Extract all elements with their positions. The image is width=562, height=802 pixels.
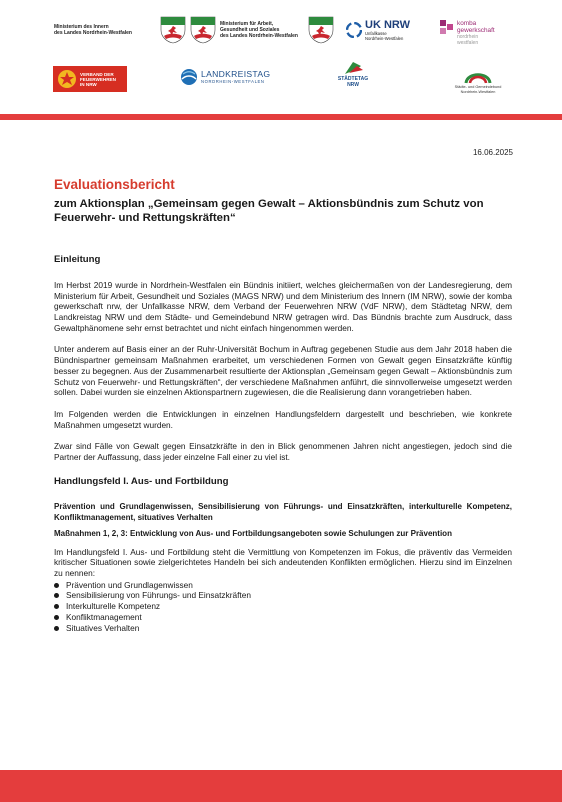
- logo-verband-feuerwehren: [53, 66, 127, 92]
- bullet-list: [54, 580, 512, 634]
- feuerwehr-emblem-icon: [57, 69, 77, 89]
- logo-ministerium-innern-text: Ministerium des Innern des Landes Nordrhein-Westfalen: [54, 24, 132, 36]
- list-item: [54, 601, 512, 612]
- document-subtitle: zum Aktionsplan „Gemeinsam gegen Gewalt – Aktionsbündnis zum Schutz von Feuerwehr- und Rettungskräften“: [54, 198, 484, 224]
- uk-nrw-wordmark: UK NRW: [365, 18, 411, 31]
- komba-subtext: nordrhein westfalen: [457, 34, 479, 46]
- bullet-icon: [54, 593, 59, 598]
- logo-ministerium-arbeit-text: Ministerium für Arbeit, Gesundheit und Soziales des Landes Nordrhein-Westfalen: [220, 21, 298, 39]
- gemeindebund-text: Städte- und Gemeindebund Nordrhein-Westfalen: [454, 85, 502, 94]
- paragraph: Im Herbst 2019 wurde in Nordrhein-Westfalen ein Bündnis initiiert, welches gleichermaßen von der Landesregierung, dem Ministerium für Arbeit, Gesundheit und Soziales (MAGS NRW) und dem Ministerium des Innern (IM NRW), sowie der komba gewerkschaft nrw, der Unfallkasse NRW, dem Verband der Feuerwehren NRW (VdF NRW), dem Städtetag NRW, dem Landkreistag NRW und dem Städte- und Gemeindebund NRW getragen wird. Das Bündnis brachte zum Ausdruck, dass Gewaltphänomene sehr ernst betrachtet und nicht einfach hingenommen werden.: [54, 279, 512, 333]
- nrw-crest-icon: [308, 16, 334, 44]
- list-item-text: Situatives Verhalten: [66, 622, 140, 633]
- document-date: 16.06.2025: [472, 148, 513, 157]
- bullet-icon: [54, 604, 59, 609]
- list-item: [54, 580, 512, 591]
- section-heading-einleitung: Einleitung: [54, 254, 101, 265]
- subheading-topics: Prävention und Grundlagenwissen, Sensibilisierung von Führungs- und Einsatzkräften, interkulturelle Kompetenz, Konfliktmanagement, situatives Verhalten: [54, 502, 512, 523]
- bullet-icon: [54, 615, 59, 620]
- logo-staedte-gemeindebund: [438, 66, 518, 94]
- paragraph: Im Handlungsfeld I. Aus- und Fortbildung steht die Vermittlung von Kompetenzen im Fokus, die präventiv das Vermeiden kritischer Situationen sowie zielgerichtetes Handeln bei sich andeutenden Konflikten ermöglichen. Hierzu sind im Einzelnen zu nennen:: [54, 546, 512, 579]
- landkreistag-subtext: NORDRHEIN-WESTFALEN: [201, 79, 265, 84]
- list-item-text: Prävention und Grundlagenwissen: [66, 579, 193, 590]
- staedtetag-flag-icon: [341, 60, 365, 76]
- uk-nrw-swirl-icon: [346, 22, 362, 38]
- document-body: [54, 255, 512, 634]
- list-item-text: Sensibilisierung von Führungs- und Einsatzkräften: [66, 590, 251, 601]
- staedtetag-wordmark: STÄDTETAG NRW: [337, 76, 369, 88]
- uk-nrw-subtext: Unfallkasse Nordrhein-Westfalen: [365, 30, 404, 41]
- bottom-red-rule: [0, 770, 562, 802]
- komba-wordmark: komba gewerkschaft: [457, 20, 495, 34]
- logo-uk-nrw: [308, 16, 428, 44]
- gemeindebund-arc-icon: [464, 66, 492, 84]
- paragraph: Im Folgenden werden die Entwicklungen in einzelnen Handlungsfeldern dargestellt und beschrieben, wie konkrete Maßnahmen umgesetzt wurden.: [54, 408, 512, 430]
- landkreistag-wordmark: LANDKREISTAG: [201, 69, 271, 79]
- paragraph: Unter anderem auf Basis einer an der Ruhr-Universität Bochum in Auftrag gegebenen Studie aus dem Jahr 2018 haben die Bündnispartner gemeinsam Maßnahmen erarbeitet, um verschiedenen Formen von Gewalt gegen Einsatzkräfte künftig besser zu begegnen. Aus der Zusammenarbeit resultierte der Aktionsplan „Gemeinsam gegen Gewalt – Aktionsbündnis zum Schutz von Feuerwehr- und Rettungskräften“, der verschiedene Maßnahmen anführt, die sinnvollerweise umgesetzt werden sollen. Dabei wurden sie einzelnen Aktionspartnern zugewiesen, die die Realisierung dann vorangetrieben haben.: [54, 344, 512, 398]
- komba-squares-icon: [440, 20, 454, 40]
- document-title: Evaluationsbericht: [54, 177, 175, 192]
- section-heading-handlungsfeld-1: Handlungsfeld I. Aus- und Fortbildung: [54, 476, 229, 488]
- list-item-text: Konfliktmanagement: [66, 611, 142, 622]
- top-red-rule: [0, 114, 562, 120]
- bullet-icon: [54, 583, 59, 588]
- list-item-text: Interkulturelle Kompetenz: [66, 601, 161, 612]
- subheading-measures: Maßnahmen 1, 2, 3: Entwicklung von Aus- und Fortbildungsangeboten sowie Schulungen zur Prävention: [54, 528, 452, 538]
- logo-bar: [0, 0, 562, 116]
- logo-komba: [440, 20, 520, 46]
- logo-ministerium-innern: [54, 16, 189, 44]
- list-item: [54, 623, 512, 634]
- landkreistag-globe-icon: [180, 68, 198, 86]
- list-item: [54, 590, 512, 601]
- nrw-crest-icon: [160, 16, 186, 44]
- verband-feuerwehren-text: VERBAND DER FEUERWEHREN IN NRW: [80, 71, 116, 87]
- bullet-icon: [54, 626, 59, 631]
- logo-staedtetag: [333, 60, 373, 88]
- list-item: [54, 612, 512, 623]
- nrw-crest-icon: [190, 16, 216, 44]
- logo-landkreistag: [180, 68, 290, 86]
- paragraph: Zwar sind Fälle von Gewalt gegen Einsatzkräfte in den in Blick genommenen Jahren nicht angestiegen, jedoch sind die Partner der Auffassung, dass jeder einzelne Fall einer zu viel ist.: [54, 440, 512, 462]
